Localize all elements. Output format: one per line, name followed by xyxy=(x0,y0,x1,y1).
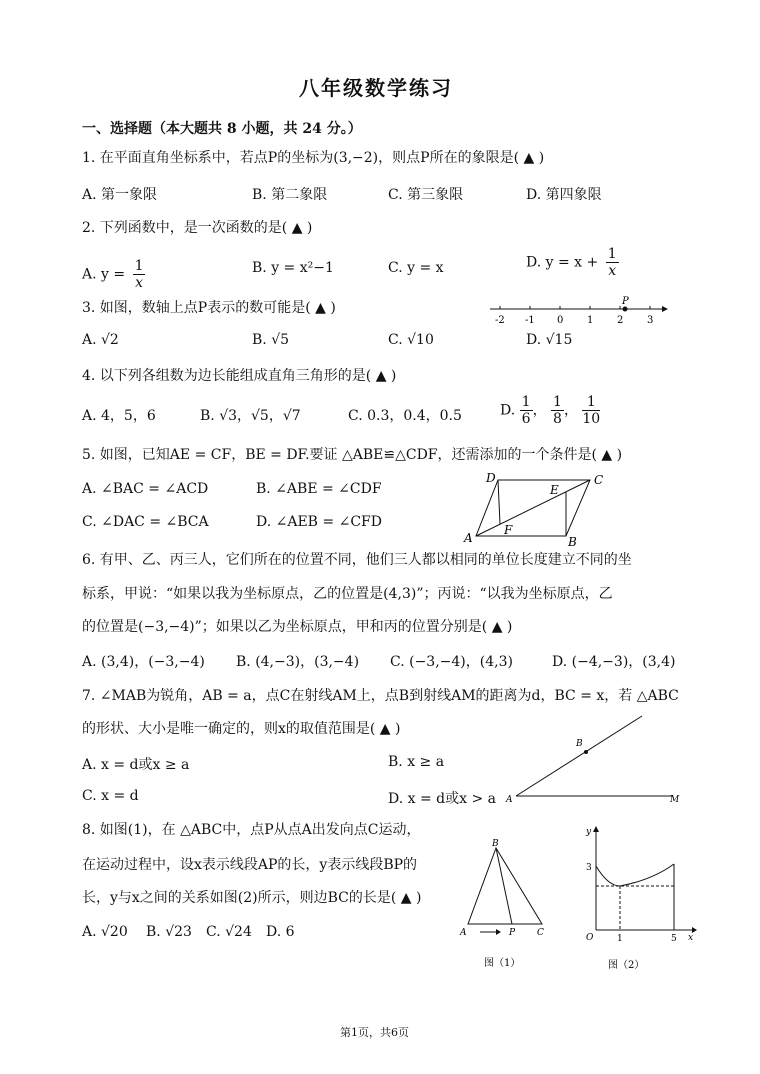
q3-option-c: C. √10 xyxy=(388,332,434,348)
q4-d-frac3-den: 10 xyxy=(582,411,601,427)
q4-option-a: A. 4，5，6 xyxy=(82,408,156,424)
triangle-figure-1 xyxy=(452,836,556,976)
q4-option-b: B. √3，√5，√7 xyxy=(200,408,301,424)
graph-origin-label: O xyxy=(586,933,594,943)
question-6-line-3: 的位置是(−3,−4)”；如果以乙为坐标原点，甲和丙的位置分别是( ▲ ) xyxy=(82,619,513,635)
question-5-stem: 5. 如图，已知AE = CF，BE = DF.要证 △ABE≌△CDF，还需添加的一个条件是( ▲ ) xyxy=(82,447,623,463)
q4-d-prefix: D. xyxy=(500,402,516,419)
number-line-tick-label: 0 xyxy=(557,315,564,326)
q5-option-b: B. ∠ABE = ∠CDF xyxy=(256,481,382,497)
diagonal-ac xyxy=(476,480,590,536)
q6-option-c: C. (−3,−4)，(4,3) xyxy=(390,654,513,670)
parallelogram-figure xyxy=(458,466,618,546)
q6-option-a: A. (3,4)，(−3,−4) xyxy=(82,654,205,670)
graph-y-label: y xyxy=(586,827,592,837)
q3-option-a: A. √2 xyxy=(82,332,119,348)
ray-ab xyxy=(516,716,642,796)
angle-ray-figure xyxy=(504,710,688,804)
question-8-line-2: 在运动过程中，设x表示线段AP的长，y表示线段BP的 xyxy=(82,857,418,873)
point-b-dot xyxy=(584,750,588,754)
q2-d-fraction xyxy=(606,246,619,279)
page-footer: 第1页，共6页 xyxy=(340,1026,409,1039)
q4-d-frac3-num: 1 xyxy=(582,394,600,411)
fig5-label-c: C xyxy=(594,473,604,487)
q2-a-denominator: x xyxy=(135,275,143,291)
question-6-line-1: 6. 有甲、乙、丙三人，它们所在的位置不同，他们三人都以相同的单位长度建立不同的坐 xyxy=(82,552,632,568)
question-8-line-1: 8. 如图(1)，在 △ABC中，点P从点A出发向点C运动， xyxy=(82,822,421,838)
segment-bp xyxy=(496,848,512,924)
q6-option-d: D. (−4,−3)，(3,4) xyxy=(552,654,676,670)
q2-option-b: B. y = x²−1 xyxy=(252,260,334,276)
fig7-label-b: B xyxy=(576,739,583,749)
q4-d-fraction-3 xyxy=(582,394,600,427)
triangle-abc xyxy=(468,848,542,924)
question-4-stem: 4. 以下列各组数为边长能组成直角三角形的是( ▲ ) xyxy=(82,368,397,384)
number-line-tick-label: -1 xyxy=(525,315,535,326)
question-7-line-2: 的形状、大小是唯一确定的，则x的取值范围是( ▲ ) xyxy=(82,721,401,737)
q7-option-b: B. x ≥ a xyxy=(388,754,445,770)
q8-option-d: D. 6 xyxy=(266,924,295,940)
question-2-stem: 2. 下列函数中，是一次函数的是( ▲ ) xyxy=(82,220,313,236)
q4-option-c: C. 0.3，0.4，0.5 xyxy=(348,408,462,424)
q7-option-c: C. x = d xyxy=(82,788,139,804)
number-line-tick-label: -2 xyxy=(495,315,505,326)
q2-option-d xyxy=(526,246,619,279)
q4-d-fraction-1 xyxy=(520,394,533,427)
point-p-dot xyxy=(623,307,628,312)
q5-option-d: D. ∠AEB = ∠CFD xyxy=(256,514,382,530)
figure-1-caption: 图（1） xyxy=(484,958,521,969)
q6-option-b: B. (4,−3)，(3,−4) xyxy=(236,654,360,670)
graph-figure-2 xyxy=(576,820,700,976)
fig5-label-e: E xyxy=(550,483,559,497)
q2-a-prefix: A. y = xyxy=(82,266,126,283)
fig8-1-label-c: C xyxy=(537,928,544,938)
q8-option-a: A. √20 xyxy=(82,924,128,940)
fig7-label-m: M xyxy=(670,795,680,804)
question-8-line-3: 长，y与x之间的关系如图(2)所示，则边BC的长是( ▲ ) xyxy=(82,890,422,906)
q4-d-frac2-num: 1 xyxy=(553,394,562,410)
fig5-label-d: D xyxy=(486,471,496,485)
page-title: 八年级数学练习 xyxy=(299,76,453,100)
graph-curve xyxy=(596,864,674,886)
q5-option-a: A. ∠BAC = ∠ACD xyxy=(82,481,209,497)
q8-option-b: B. √23 xyxy=(146,924,192,940)
fig5-label-b: B xyxy=(568,535,577,546)
fig8-1-label-p: P xyxy=(509,928,516,938)
q4-d-frac1-num: 1 xyxy=(521,394,531,410)
fig7-label-a: A xyxy=(506,795,513,804)
point-p-label: P xyxy=(622,296,629,307)
question-6-line-2: 标系，甲说：“如果以我为坐标原点，乙的位置是(4,3)”；丙说：“以我为坐标原点，乙 xyxy=(82,586,613,602)
question-1-stem: 1. 在平面直角坐标系中，若点P的坐标为(3,−2)，则点P所在的象限是( ▲ ) xyxy=(82,150,545,166)
graph-tick-1: 1 xyxy=(617,934,623,944)
q4-option-d: D. $\frac{1}{6}$ ， $\frac{1}{8}$ ， $\frac{1}{10}$ xyxy=(500,394,601,427)
q1-option-a: A. 第一象限 xyxy=(82,187,158,203)
fig5-label-f: F xyxy=(504,523,513,537)
q3-option-d: D. √15 xyxy=(526,332,573,348)
q2-a-numerator: 1 xyxy=(134,258,144,274)
q4-d-frac2-den: 8 xyxy=(553,411,562,427)
fig8-1-label-a: A xyxy=(460,928,467,938)
number-line-tick-label: 1 xyxy=(587,315,594,326)
q1-option-c: C. 第三象限 xyxy=(388,187,464,203)
number-line-arrow xyxy=(662,306,668,312)
q4-d-frac1-den: 6 xyxy=(521,411,531,427)
number-line-figure xyxy=(484,296,670,326)
q2-option-c: C. y = x xyxy=(388,260,444,276)
question-3-stem: 3. 如图，数轴上点P表示的数可能是( ▲ ) xyxy=(82,300,336,316)
question-7-line-1: 7. ∠MAB为锐角，AB = a，点C在射线AM上，点B到射线AM的距离为d，BC = x，若 △ABC xyxy=(82,688,679,704)
graph-tick-5: 5 xyxy=(671,934,677,944)
segment-df xyxy=(498,480,500,524)
q2-a-fraction xyxy=(133,258,146,291)
q3-option-b: B. √5 xyxy=(252,332,290,348)
q2-d-denominator: x xyxy=(608,263,617,279)
section-heading: 一、选择题（本大题共 8 小题，共 24 分。） xyxy=(82,121,362,137)
q7-option-a: A. x = d或x ≥ a xyxy=(82,757,190,773)
q8-option-c: C. √24 xyxy=(206,924,252,940)
q1-option-d: D. 第四象限 xyxy=(526,187,602,203)
graph-tick-3: 3 xyxy=(586,863,592,873)
number-line-tick-label: 3 xyxy=(647,315,654,326)
number-line-tick-label: 2 xyxy=(617,315,624,326)
fig8-1-label-b: B xyxy=(492,839,499,849)
q4-d-fraction-2 xyxy=(551,394,564,427)
figure-2-caption: 图（2） xyxy=(608,960,645,971)
motion-arrow-head xyxy=(496,929,501,935)
q5-option-c: C. ∠DAC = ∠BCA xyxy=(82,514,209,530)
fig5-label-a: A xyxy=(464,531,473,545)
q7-option-d: D. x = d或x > a xyxy=(388,791,496,807)
q2-d-numerator: 1 xyxy=(607,246,617,262)
q1-option-b: B. 第二象限 xyxy=(252,187,328,203)
q2-option-a xyxy=(82,258,145,291)
graph-x-label: x xyxy=(688,933,694,943)
graph-y-arrow xyxy=(593,826,599,832)
q2-d-prefix: D. y = x + xyxy=(526,254,599,271)
